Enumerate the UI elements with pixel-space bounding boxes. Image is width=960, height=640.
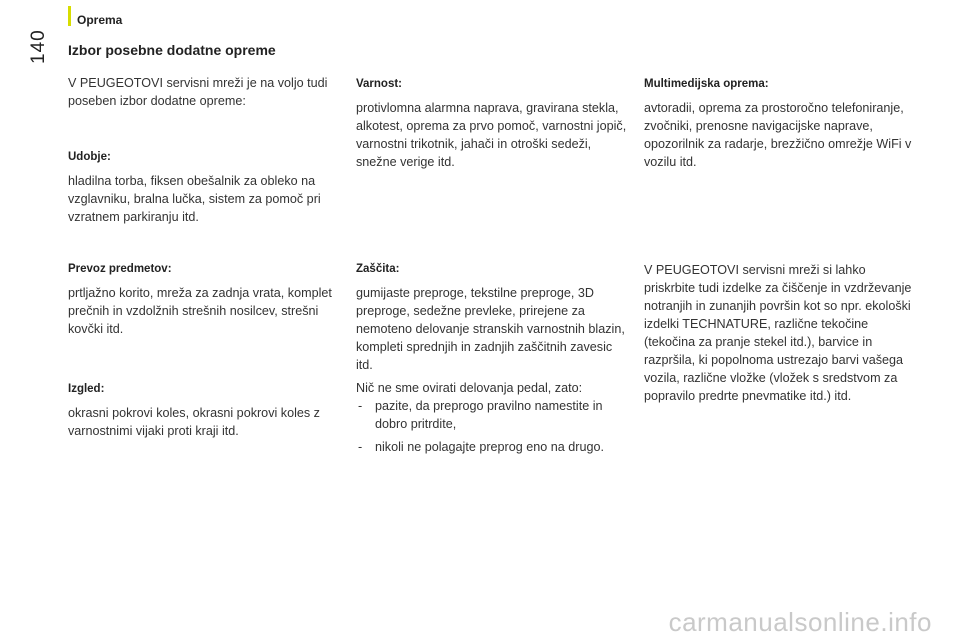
page-title: Izbor posebne dodatne opreme xyxy=(68,42,276,58)
zascita-heading: Zaščita: xyxy=(356,263,400,275)
prevoz-heading: Prevoz predmetov: xyxy=(68,263,172,275)
list-item: - pazite, da preprogo pravilno namestite in dobro pritrdite, xyxy=(356,397,628,433)
udobje-section xyxy=(68,148,340,226)
section-label: Oprema xyxy=(77,13,123,27)
list-item: - nikoli ne polagajte preprog eno na drugo. xyxy=(356,438,628,456)
zascita-section xyxy=(356,260,628,456)
izgled-heading: Izgled: xyxy=(68,383,105,395)
prevoz-section xyxy=(68,260,340,338)
udobje-heading: Udobje: xyxy=(68,151,111,163)
udobje-text: hladilna torba, fiksen obešalnik za obleko na vzglavniku, bralna lučka, sistem za pomoč pri vzratnem parkiranju itd. xyxy=(68,174,321,224)
multimedija-section xyxy=(644,75,916,171)
zascita-text: gumijaste preproge, tekstilne preproge, 3D preproge, sedežne prevleke, prirejene za nemoteno delovanje stranskih varnostnih blazin, kompleti sprednjih in zadnjih zaščitnih zavesic itd. xyxy=(356,286,625,372)
section-accent-bar xyxy=(68,6,71,26)
multimedija-text: avtoradii, oprema za prostoročno telefoniranje, zvočniki, prenosne navigacijske naprave, opozorilnik za radarje, brezžično omrežje WiFi v vozilu itd. xyxy=(644,101,912,169)
multimedija-heading: Multimedijska oprema: xyxy=(644,78,769,90)
intro-block xyxy=(68,74,340,110)
zascita-note: Nič ne sme ovirati delovanja pedal, zato: xyxy=(356,381,583,395)
vzdrzevanje-block xyxy=(644,261,916,405)
varnost-heading: Varnost: xyxy=(356,78,403,90)
page-number: 140 xyxy=(28,29,49,64)
vzdrzevanje-text: V PEUGEOTOVI servisni mreži si lahko priskrbite tudi izdelke za čiščenje in vzdrževanje notranjih in zunanjih površin kot so npr. ekološki izdelki TECHNATURE, različne tekočine (tekočina za pranje stekel itd.), barvice in razpršila, ki popolnoma ustrezajo barvi vašega vozila, različne vložke (vložek s sredstvom za popravilo predrte pnevmatike itd.) itd. xyxy=(644,263,912,403)
intro-text: V PEUGEOTOVI servisni mreži je na voljo tudi poseben izbor dodatne opreme: xyxy=(68,76,328,108)
izgled-section xyxy=(68,380,340,440)
varnost-text: protivlomna alarmna naprava, gravirana stekla, alkotest, oprema za prvo pomoč, varnostni jopič, varnostni trikotnik, jahači in otroški sedeži, snežne verige itd. xyxy=(356,101,627,169)
prevoz-text: prtljažno korito, mreža za zadnja vrata, komplet prečnih in vzdolžnih strešnih nosilcev, strešni kovčki itd. xyxy=(68,286,332,336)
watermark: carmanualsonline.info xyxy=(668,607,932,637)
izgled-text: okrasni pokrovi koles, okrasni pokrovi koles z varnostnimi vijaki proti kraji itd. xyxy=(68,406,320,438)
varnost-section xyxy=(356,75,628,171)
zascita-bullet-list xyxy=(356,397,628,456)
